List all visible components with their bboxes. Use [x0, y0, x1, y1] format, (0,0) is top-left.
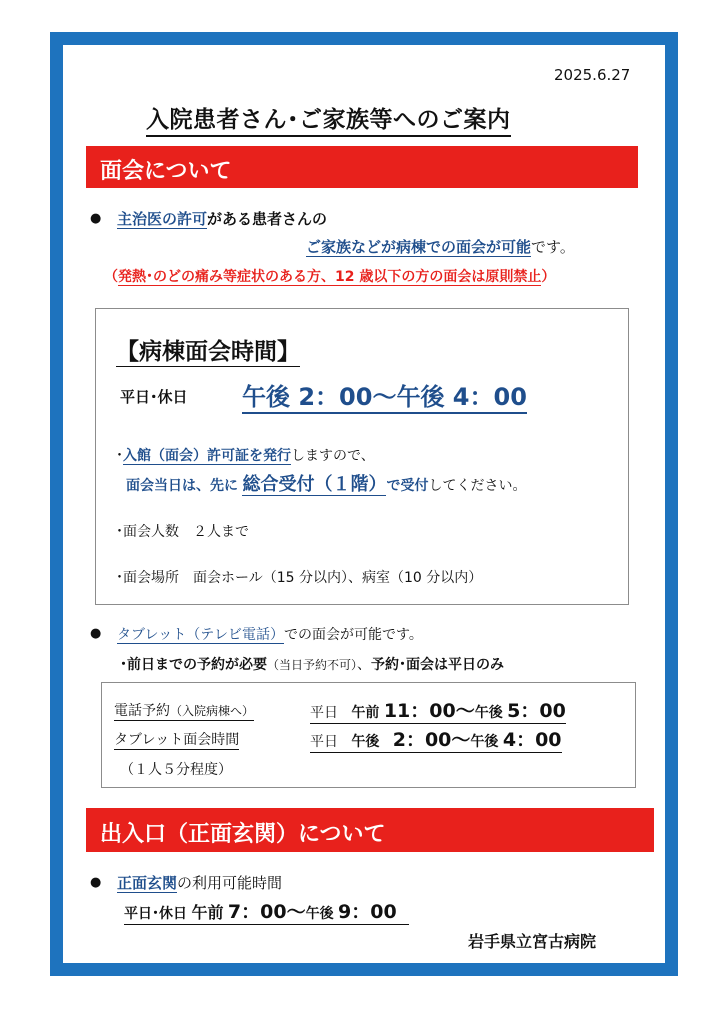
phone-label: 電話予約: [114, 703, 170, 719]
reservation-required: ･前日までの予約が必要: [120, 657, 267, 673]
entrance-rest: の利用可能時間: [177, 874, 283, 892]
phone-reservation-label: [114, 700, 254, 721]
permit-text: 入館（面会）許可証を発行: [123, 448, 291, 464]
reception-bold: で受付: [386, 478, 429, 494]
tablet-time-end: 4：00: [502, 729, 562, 751]
section-heading-entrance: 出入口（正面玄関）について: [86, 808, 654, 852]
general-reception-text: 総合受付（１階）: [242, 474, 387, 495]
phone-pm: 午後: [474, 705, 503, 721]
notice-date: 2025.6.27: [554, 66, 631, 84]
patient-text: がある患者さんの: [207, 210, 328, 228]
tablet-days: 平日: [310, 734, 338, 750]
tablet-time-start: 2：00～: [392, 729, 471, 751]
entrance-time-end: 9：00: [338, 901, 397, 923]
ward-visit-heading: 【病棟面会時間】: [116, 333, 300, 367]
weekdays-only: 予約･面会は平日のみ: [371, 657, 505, 673]
tablet-visit-hours: [310, 725, 562, 753]
bullet-icon: ●: [90, 211, 102, 226]
family-visit-text: ご家族などが病棟での面会が可能: [306, 238, 532, 256]
visit-permission-line2: [306, 236, 575, 257]
page-title: 入院患者さん･ご家族等へのご案内: [146, 101, 511, 137]
tablet-pm-start: 午後: [351, 734, 380, 750]
tablet-visit-rest: での面会が可能です。: [284, 627, 423, 643]
visitor-count: ･面会人数 ２人まで: [116, 524, 249, 540]
phone-days: 平日: [310, 705, 338, 721]
tablet-visit-text: タブレット（テレビ電話）: [117, 627, 285, 643]
entrance-line: [117, 872, 282, 893]
doctor-permission-text: 主治医の許可: [117, 210, 208, 228]
phone-reservation-hours: [310, 696, 566, 724]
phone-am: 午前: [351, 705, 380, 721]
entrance-pm: 午後: [305, 906, 334, 922]
visit-hours: 午後 2：00～午後 4：00: [242, 377, 527, 414]
phone-label-small: （入院病棟へ）: [170, 704, 255, 718]
entrance-hours: [124, 897, 409, 925]
per-person-duration: （１人５分程度）: [120, 762, 232, 778]
visit-place: ･面会場所 面会ホール（15 分以内）、病室（10 分以内）: [116, 570, 483, 586]
visit-permission-line1: [117, 208, 327, 229]
reception-pre: 面会当日は、先に: [126, 478, 238, 494]
tablet-visit-line: [117, 624, 423, 644]
restriction-text: 発熱･のどの痛み等症状のある方、12 歳以下の方の面会は原則禁止: [118, 269, 542, 285]
permit-line: [116, 445, 375, 465]
section-heading-visits: 面会について: [86, 146, 638, 188]
hospital-name: 岩手県立宮古病院: [468, 932, 597, 951]
reception-post: してください。: [428, 478, 527, 494]
separator: 、: [357, 657, 372, 673]
bullet-icon: ●: [90, 626, 102, 641]
dot-prefix: ･: [116, 448, 123, 464]
visit-restriction-note: [104, 266, 555, 286]
entrance-days: 平日･休日: [124, 906, 187, 922]
paren-close: ）: [541, 269, 556, 285]
phone-time-end: 5：00: [507, 700, 566, 722]
tablet-visit-time-label: タブレット面会時間: [114, 729, 239, 750]
phone-time-start: 11：00～: [383, 700, 475, 722]
reception-line: [126, 470, 526, 496]
tablet-pm-end: 午後: [470, 734, 499, 750]
permit-rest: しますので、: [291, 448, 375, 464]
desu-text: です。: [531, 238, 575, 256]
visit-days-label: 平日･休日: [120, 388, 188, 406]
reservation-note: [120, 654, 504, 674]
entrance-am: 午前: [191, 903, 224, 922]
bullet-icon: ●: [90, 875, 102, 890]
main-entrance-text: 正面玄関: [117, 874, 178, 892]
entrance-time-start: 7：00～: [227, 901, 306, 923]
same-day-not-allowed: （当日予約不可）: [267, 658, 358, 672]
paren-open: （: [104, 269, 118, 285]
